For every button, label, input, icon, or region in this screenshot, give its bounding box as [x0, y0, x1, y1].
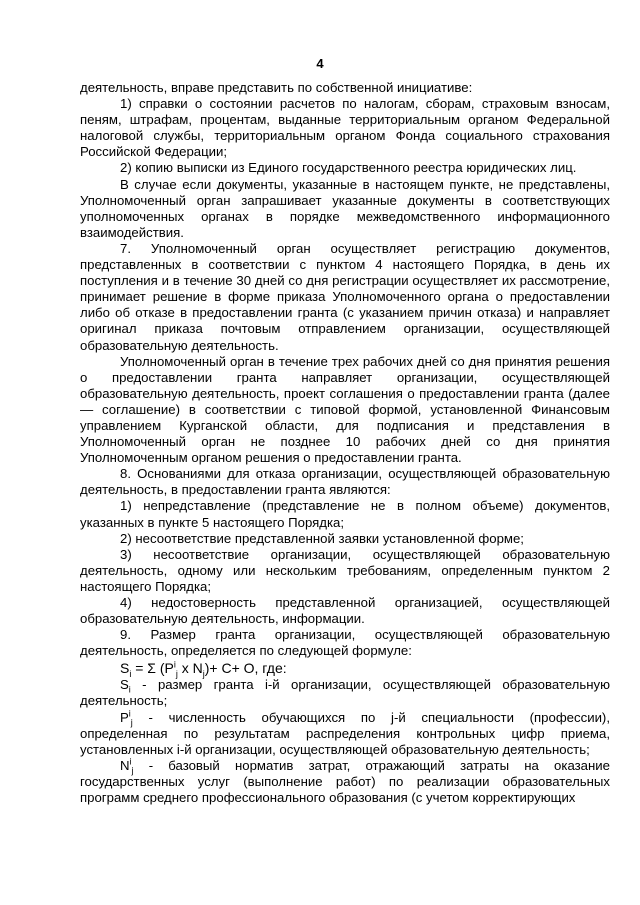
page-number: 4: [316, 56, 324, 71]
formula-definition: $P^i_j$ - численность обучающихся по j-й специальности (профессии), определенная по результатам распределения контрольных цифр приема, установленных i-й организации, осуществляющей образовательную деятельность;: [80, 708, 610, 757]
paragraph: 1) непредставление (представление не в полном объеме) документов, указанных в пункте 5 настоящего Порядка;: [80, 498, 610, 530]
paragraph: 4) недостоверность представленной организацией, осуществляющей образовательную деятельность, информации.: [80, 595, 610, 627]
formula-definition: $N^i_j$ - базовый норматив затрат, отражающий затраты на оказание государственных услуг (выполнение работ) по реализации образовательных программ среднего профессионального образования (с учетом корректирующих: [80, 756, 610, 806]
paragraph: 1) справки о состоянии расчетов по налогам, сборам, страховым взносам, пеням, штрафам, процентам, выданные территориальным органом Федеральной налоговой службы, территориальным органом Фонда социального страхования Российской Федерации;: [80, 96, 610, 160]
paragraph: 8. Основаниями для отказа организации, осуществляющей образовательную деятельность, в предоставлении гранта являются:: [80, 466, 610, 498]
paragraph: 2) копию выписки из Единого государственного реестра юридических лиц.: [120, 160, 577, 176]
paragraph: 9. Размер гранта организации, осуществляющей образовательную деятельность, определяется по следующей формуле:: [80, 627, 610, 659]
document-body: [80, 80, 610, 806]
paragraph: Уполномоченный орган в течение трех рабочих дней со дня принятия решения о предоставлении гранта направляет организации, осуществляющей образовательную деятельность, проект соглашения о предоставлении гранта (далее — соглашение) в соответствии с типовой формой, установленной Финансовым управлением Курганской области, для подписания и представления в Уполномоченный орган не позднее 10 рабочих дней со дня принятия Уполномоченным органом решения о предоставлении гранта.: [80, 353, 610, 466]
paragraph: деятельность, вправе представить по собственной инициативе:: [80, 80, 473, 95]
paragraph: 7. Уполномоченный орган осуществляет регистрацию документов, представленных в соответствии с пунктом 4 настоящего Порядка, в день их поступления и в течение 30 дней со дня регистрации осуществляет их рассмотрение, принимает решение в форме приказа Уполномоченного органа о предоставлении либо об отказе в предоставлении гранта (с указанием причин отказа) и направляет оригинал приказа почтовым отправлением организации, осуществляющей образовательную деятельность.: [80, 240, 610, 353]
paragraph: 3) несоответствие организации, осуществляющей образовательную деятельность, одному или нескольким требованиям, определенным пунктом 2 настоящего Порядка;: [80, 546, 610, 594]
grant-formula: $S_i = \Sigma$ ($P^i_j$ x $N_j)+ C+ O$, где:: [120, 659, 287, 680]
formula-definition: $S_i$ - размер гранта i-й организации, осуществляющей образовательную деятельность;: [80, 677, 610, 709]
paragraph: В случае если документы, указанные в настоящем пункте, не представлены, Уполномоченный орган запрашивает указанные документы в соответствующих уполномоченных органах в порядке межведомственного информационного взаимодействия.: [80, 176, 610, 240]
paragraph: 2) несоответствие представленной заявки установленной форме;: [120, 530, 524, 546]
